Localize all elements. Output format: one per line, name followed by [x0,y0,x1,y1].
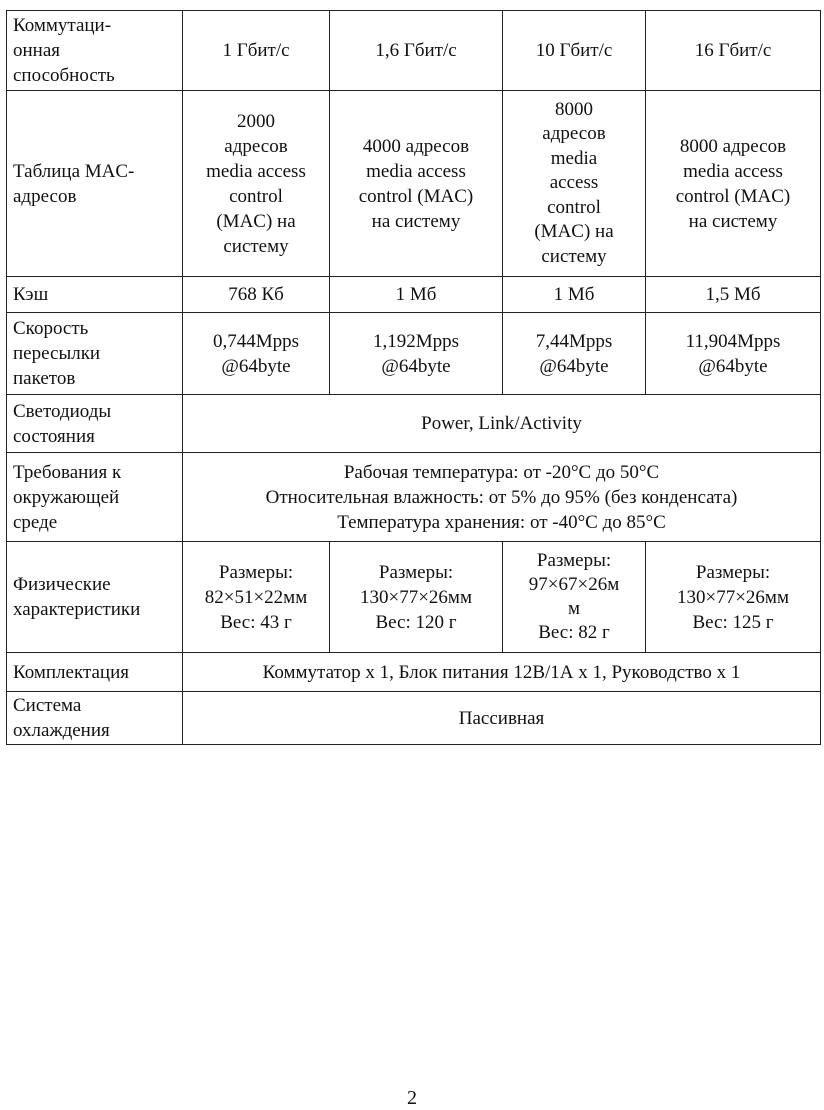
mac-table-model-3: 8000 адресов media access control (MAC) на систему [503,91,646,277]
table-row-mac-table [7,91,821,277]
switching-capacity-model-3: 10 Гбит/с [503,11,646,91]
row-label-environment: Требования к окружающей среде [7,453,183,542]
table-row-cache [7,277,821,313]
switching-capacity-model-1: 1 Гбит/с [183,11,330,91]
forwarding-rate-model-4: 11,904Mpps @64byte [646,313,821,395]
physical-model-3: Размеры: 97×67×26м м Вес: 82 г [503,542,646,653]
row-label-package: Комплектация [7,653,183,692]
row-label-cache: Кэш [7,277,183,313]
cache-model-3: 1 Мб [503,277,646,313]
cache-model-2: 1 Мб [330,277,503,313]
mac-table-model-2: 4000 адресов media access control (MAC) на систему [330,91,503,277]
row-label-cooling: Система охлаждения [7,692,183,745]
physical-model-1: Размеры: 82×51×22мм Вес: 43 г [183,542,330,653]
forwarding-rate-model-3: 7,44Mpps @64byte [503,313,646,395]
row-label-physical: Физические характеристики [7,542,183,653]
row-label-forwarding-rate: Скорость пересылки пакетов [7,313,183,395]
table-row-physical [7,542,821,653]
table-row-cooling [7,692,821,745]
environment-value: Рабочая температура: от -20°С до 50°С Относительная влажность: от 5% до 95% (без конденсата) Температура хранения: от -40°С до 85°С [183,453,821,542]
cache-model-4: 1,5 Мб [646,277,821,313]
cache-model-1: 768 Кб [183,277,330,313]
table-row-switching-capacity [7,11,821,91]
table-row-status-leds [7,395,821,453]
physical-model-2: Размеры: 130×77×26мм Вес: 120 г [330,542,503,653]
specifications-table [6,10,821,745]
row-label-mac-table: Таблица MAC- адресов [7,91,183,277]
mac-table-model-1: 2000 адресов media access control (MAC) на систему [183,91,330,277]
package-value: Коммутатор х 1, Блок питания 12В/1А х 1, Руководство х 1 [183,653,821,692]
page-number: 2 [407,1087,417,1109]
mac-table-model-4: 8000 адресов media access control (MAC) на систему [646,91,821,277]
row-label-switching-capacity: Коммутаци- онная способность [7,11,183,91]
switching-capacity-model-4: 16 Гбит/с [646,11,821,91]
switching-capacity-model-2: 1,6 Гбит/с [330,11,503,91]
table-row-forwarding-rate [7,313,821,395]
forwarding-rate-model-1: 0,744Mpps @64byte [183,313,330,395]
status-leds-value: Power, Link/Activity [183,395,821,453]
table-row-package [7,653,821,692]
cooling-value: Пассивная [183,692,821,745]
row-label-status-leds: Светодиоды состояния [7,395,183,453]
forwarding-rate-model-2: 1,192Mpps @64byte [330,313,503,395]
table-row-environment [7,453,821,542]
physical-model-4: Размеры: 130×77×26мм Вес: 125 г [646,542,821,653]
